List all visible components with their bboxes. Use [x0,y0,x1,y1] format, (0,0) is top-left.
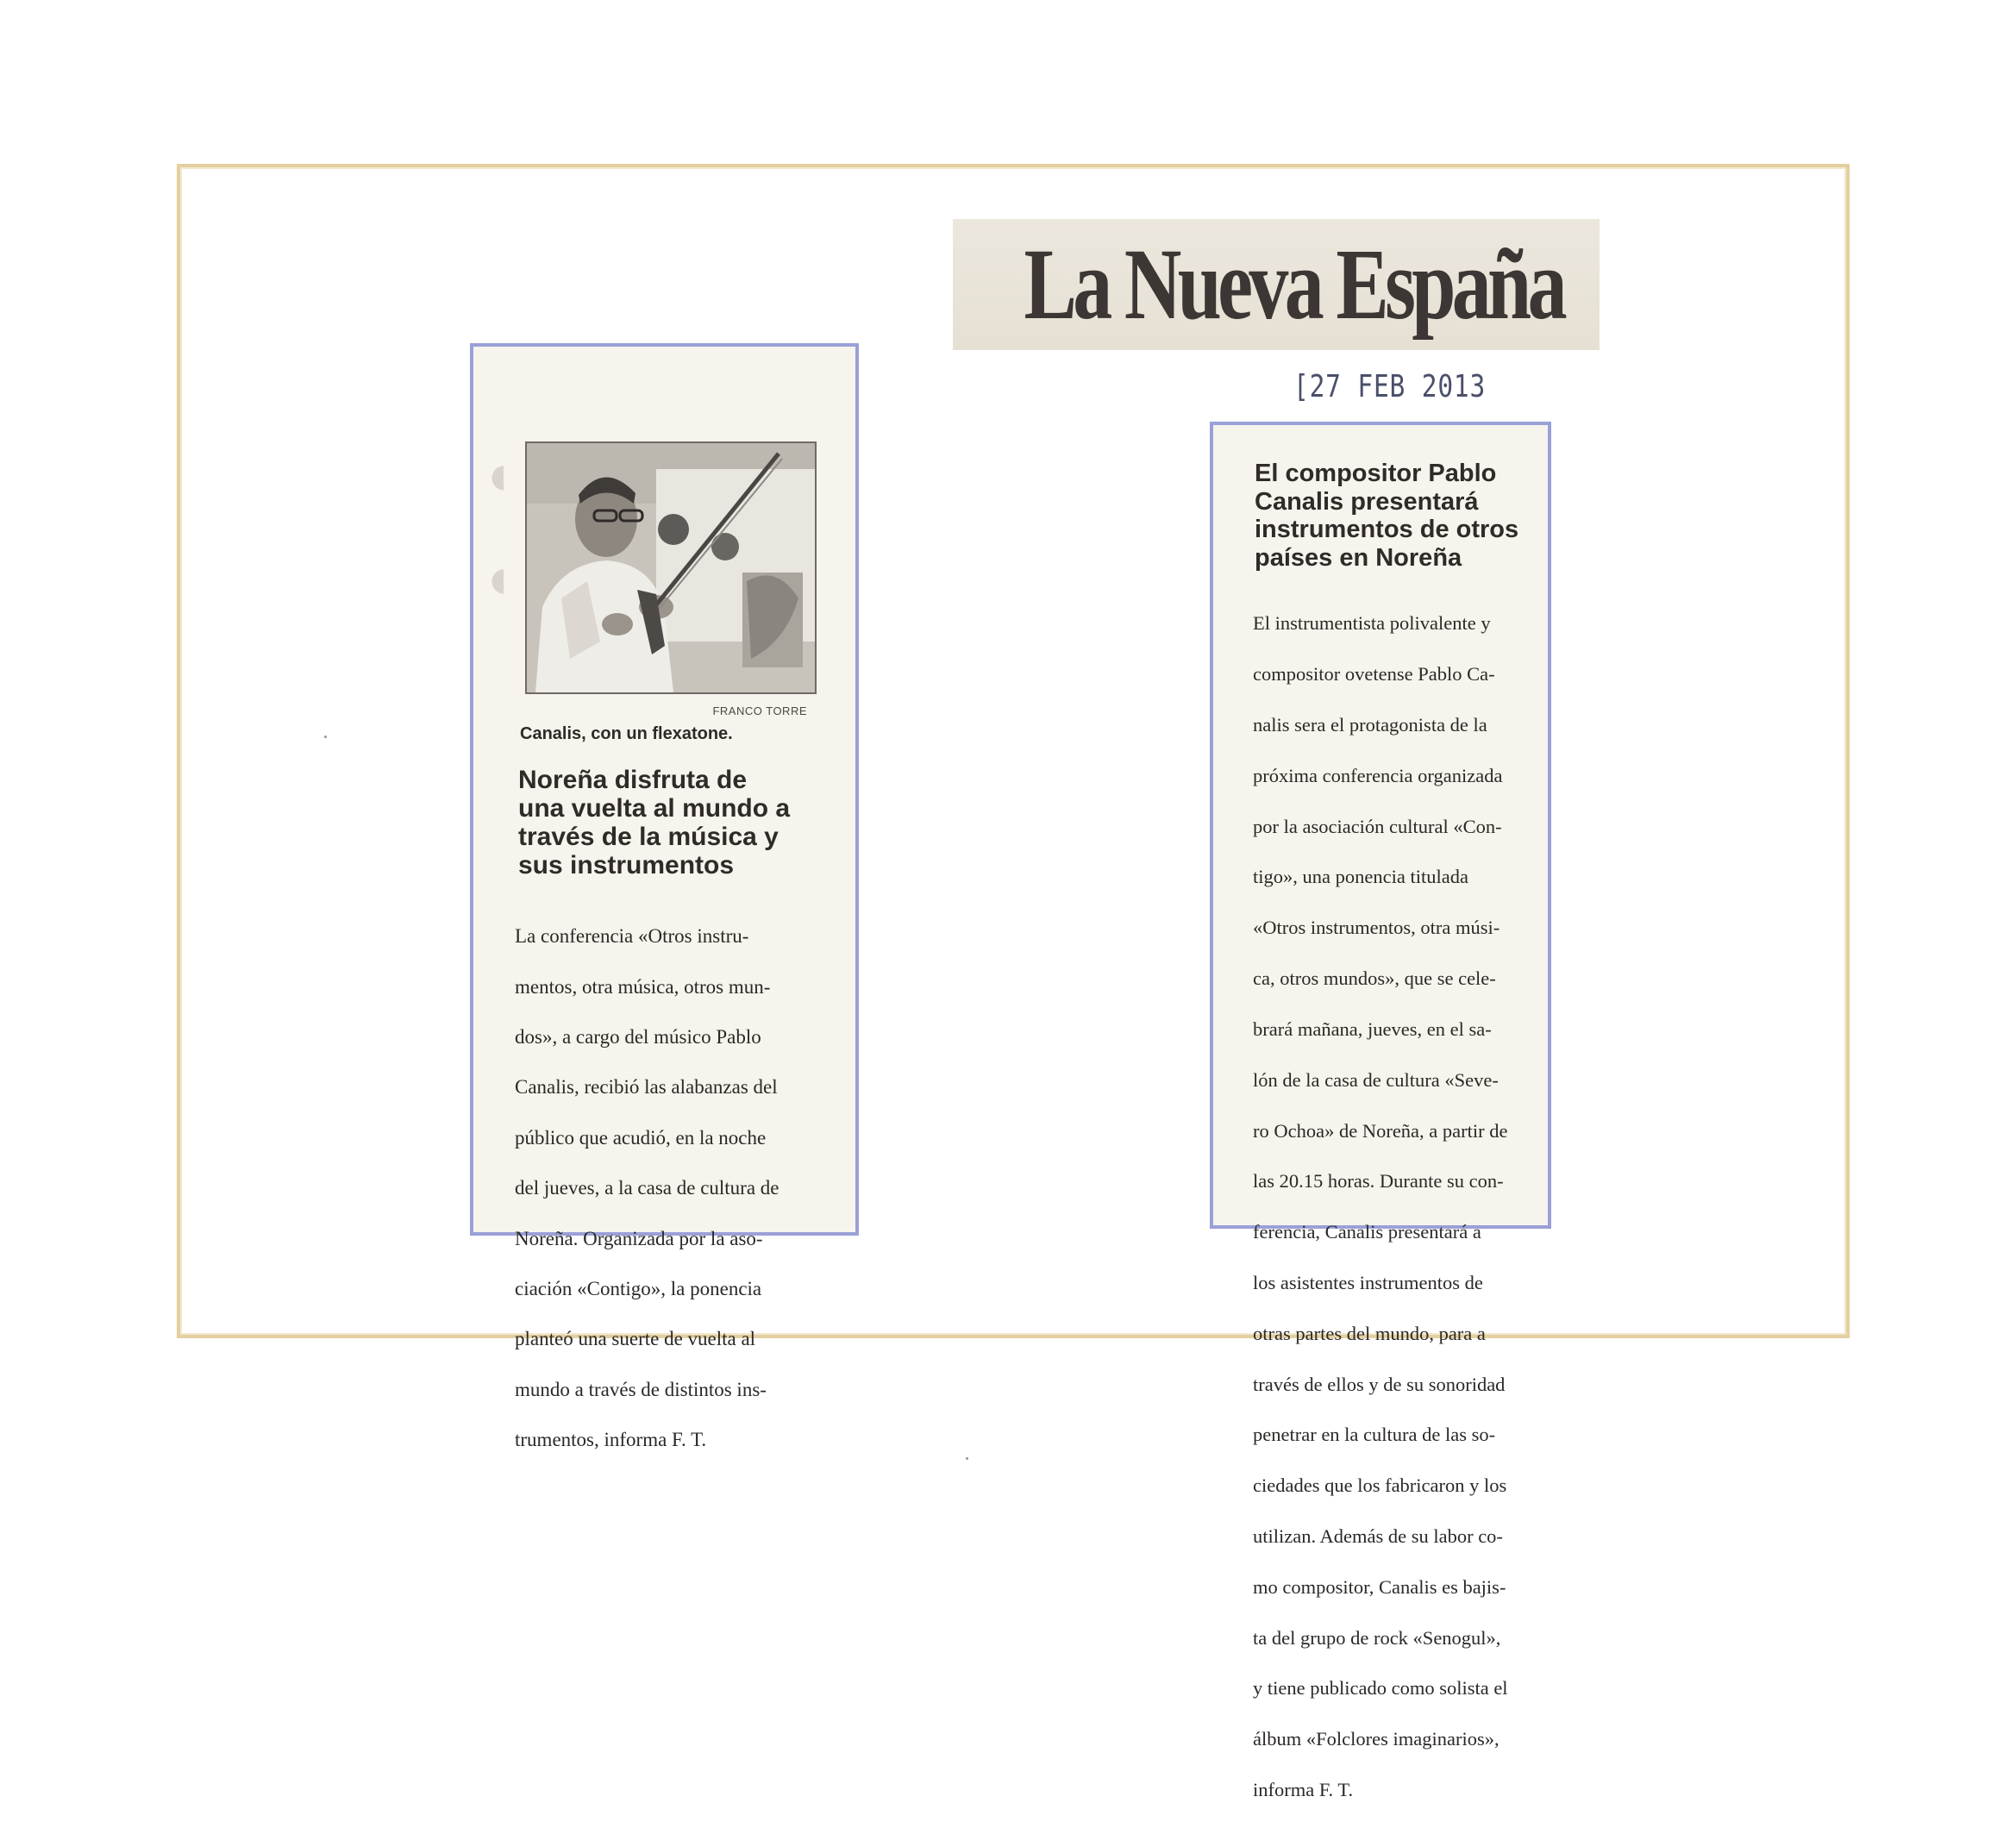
body-line: público que acudió, en la noche [515,1126,767,1149]
body-line: trumentos, informa F. T. [515,1429,707,1451]
body-line: compositor ovetense Pablo Ca- [1253,663,1495,686]
article-body-right [1253,585,1548,1828]
photo-caption: Canalis, con un flexatone. [520,724,733,743]
photo-credit: FRANCO TORRE [712,704,807,717]
body-line: penetrar en la cultura de las so- [1253,1424,1496,1446]
clipping-right [1210,422,1551,1801]
article-headline-right [1255,460,1518,572]
body-line: dos», a cargo del músico Pablo [515,1026,761,1049]
masthead-title: La Nueva España [1024,228,1563,341]
article-body-left [515,898,808,1478]
body-line: El instrumentista polivalente y [1253,612,1491,635]
body-line: La conferencia «Otros instru- [515,925,749,948]
body-line: próxima conferencia organizada [1253,764,1503,786]
date-stamp-right: [27 FEB 2013 [1293,369,1487,404]
headline-line: El compositor Pablo [1255,460,1497,487]
scan-speck [966,1457,968,1460]
body-line: ciedades que los fabricaron y los [1253,1474,1507,1497]
headline-line: países en Noreña [1255,543,1462,572]
body-line: informa F. T. [1253,1779,1354,1801]
body-line: por la asociación cultural «Con- [1253,815,1502,837]
body-line: utilizan. Además de su labor co- [1253,1525,1503,1548]
body-line: mentos, otra música, otros mun- [515,975,771,998]
body-line: brará mañana, jueves, en el sa- [1253,1017,1492,1040]
headline-line: Noreña disfruta de [518,766,748,794]
scan-speck [324,736,327,738]
body-line: tigo», una ponencia titulada [1253,866,1468,888]
body-line: ta del grupo de rock «Senogul», [1253,1626,1501,1649]
body-line: lón de la casa de cultura «Seve- [1253,1068,1499,1091]
body-line: ferencia, Canalis presentará a [1253,1221,1481,1243]
article-headline-left [518,766,790,880]
bleed-through-mark: ◖ [480,546,515,610]
body-line: los asistentes instrumentos de [1253,1271,1483,1293]
body-line: las 20.15 horas. Durante su con- [1253,1170,1504,1193]
headline-line: través de la música y [518,823,779,851]
headline-line: Canalis presentará [1255,487,1479,516]
body-line: ro Ochoa» de Noreña, a partir de [1253,1119,1508,1142]
body-line: álbum «Folclores imaginarios», [1253,1728,1499,1750]
headline-line: instrumentos de otros [1255,516,1519,543]
body-line: nalis sera el protagonista de la [1253,714,1487,736]
body-line: y tiene publicado como solista el [1253,1677,1508,1700]
headline-line: sus instrumentos [518,851,735,880]
body-line: ca, otros mundos», que se cele- [1253,967,1496,990]
body-line: mo compositor, Canalis es bajis- [1253,1575,1506,1598]
headline-line: una vuelta al mundo a [518,794,791,823]
clipping-left [470,343,859,1451]
body-line: planteó una suerte de vuelta al [515,1328,756,1350]
body-line: «Otros instrumentos, otra músi- [1253,917,1500,939]
photo-canalis-flexatone [525,441,817,694]
body-line: ciación «Contigo», la ponencia [515,1278,762,1300]
body-line: través de ellos y de su sonoridad [1253,1373,1506,1395]
body-line: Canalis, recibió las alabanzas del [515,1076,778,1099]
bleed-through-mark: ◖ [480,442,515,506]
body-line: mundo a través de distintos ins- [515,1378,767,1400]
body-line: Noreña. Organizada por la aso- [515,1227,763,1249]
body-line: del jueves, a la casa de cultura de [515,1177,779,1199]
body-line: otras partes del mundo, para a [1253,1322,1486,1344]
newspaper-masthead [953,219,1600,350]
photo-illustration [527,443,815,692]
